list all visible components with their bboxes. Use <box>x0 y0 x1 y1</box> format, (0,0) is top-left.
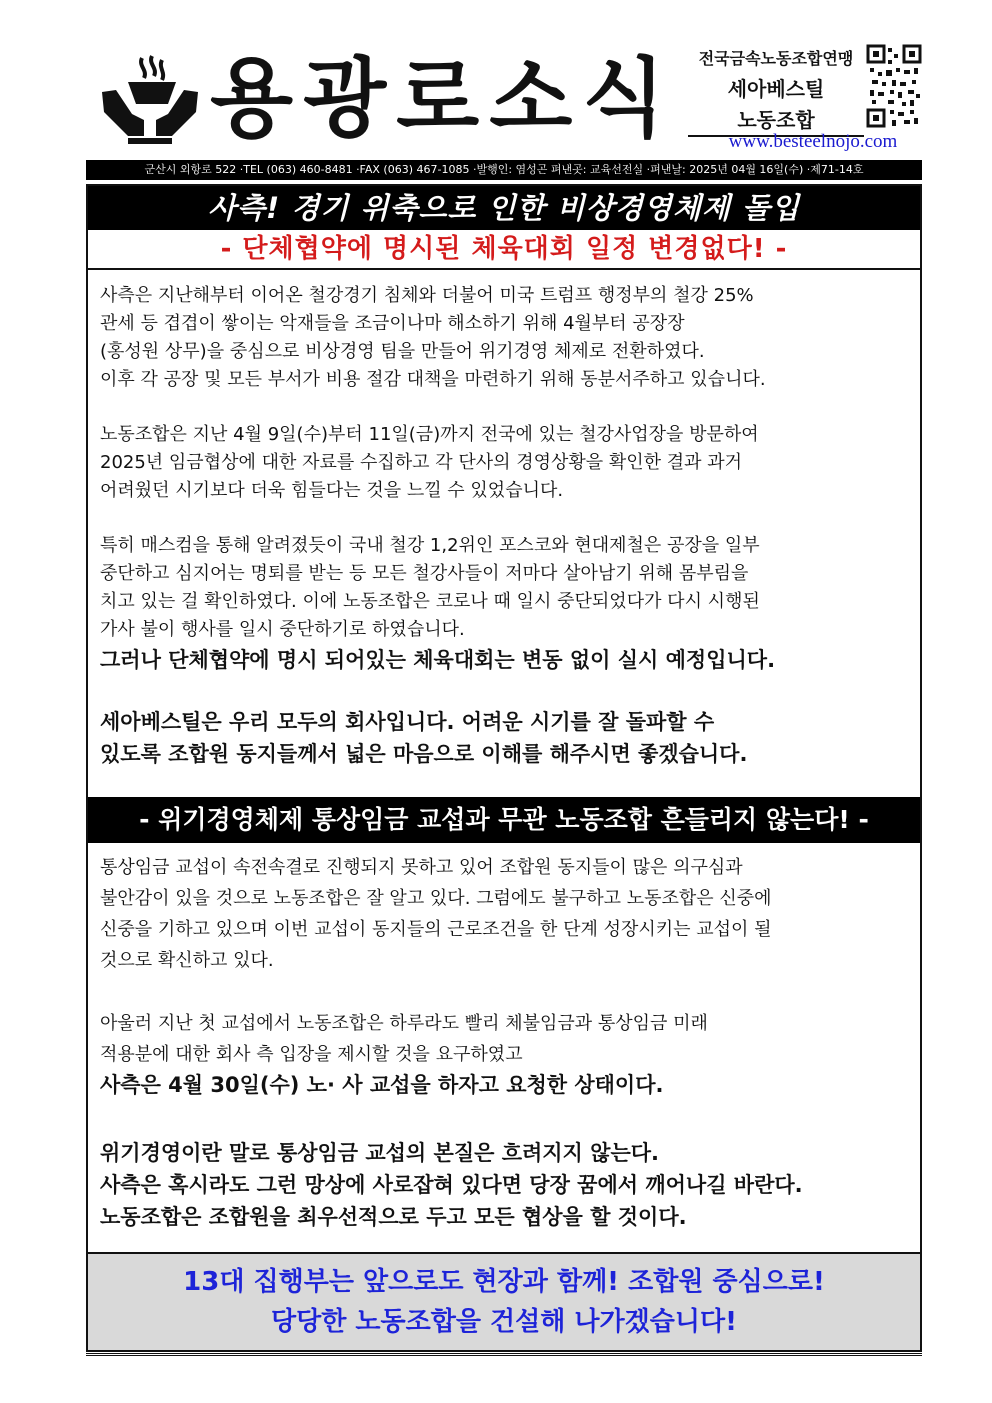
slogan-line-1: 13대 집행부는 앞으로도 현장과 함께! 조합원 중심으로! <box>183 1267 825 1297</box>
qr-code-icon <box>866 44 922 130</box>
slogan-line-2: 당당한 노동조합을 건설해 나가겠습니다! <box>271 1307 737 1337</box>
text-line: 노동조합은 조합원을 최우선적으로 두고 모든 협상을 할 것이다. <box>100 1205 687 1229</box>
article1-paragraph-2 <box>100 421 912 505</box>
text-line: 통상임금 교섭이 속전속결로 진행되지 못하고 있어 조합원 동지들이 많은 의구심과 <box>100 857 743 878</box>
text-line: 사측은 지난해부터 이어온 철강경기 침체와 더불어 미국 트럼프 행정부의 철강 25% <box>100 285 754 306</box>
website-link[interactable]: www.besteelnojo.com <box>728 131 898 152</box>
article2-bold-notice: 사측은 4월 30일(수) 노· 사 교섭을 하자고 요청한 상태이다. <box>100 1073 664 1097</box>
text-line: 치고 있는 걸 확인하였다. 이에 노동조합은 코로나 때 일시 중단되었다가 다시 시행된 <box>100 591 760 612</box>
text-line: 이후 각 공장 및 모든 부서가 비용 절감 대책을 마련하기 위해 동분서주하고 있습니다. <box>100 369 766 390</box>
text-line: 특히 매스컴을 통해 알려졌듯이 국내 철강 1,2위인 포스코와 현대제철은 공장을 일부 <box>100 535 760 556</box>
footer-slogan <box>88 1252 920 1350</box>
federation-name: 전국금속노동조합연맹 <box>698 49 854 68</box>
text-line: 있도록 조합원 동지들께서 넓은 마음으로 이해를 해주시면 좋겠습니다. <box>100 742 748 766</box>
article2-closing <box>100 1137 912 1233</box>
article1-bold-notice: 그러나 단체협약에 명시 되어있는 체육대회는 변동 없이 실시 예정입니다. <box>100 648 776 672</box>
text-line: 가사 불이 행사를 일시 중단하기로 하였습니다. <box>100 619 465 640</box>
text-line: 노동조합은 지난 4월 9일(수)부터 11일(금)까지 전국에 있는 철강사업장을 방문하여 <box>100 424 759 445</box>
text-line: 중단하고 심지어는 명퇴를 받는 등 모든 철강사들이 저마다 살아남기 위해 몸부림을 <box>100 563 749 584</box>
text-line: 것으로 확신하고 있다. <box>100 950 274 971</box>
article1-headline: 사측! 경기 위축으로 인한 비상경영체제 돌입 <box>88 186 920 230</box>
text-line: 아울러 지난 첫 교섭에서 노동조합은 하루라도 빨리 체불임금과 통상임금 미래 <box>100 1013 708 1034</box>
text-line: 적용분에 대한 회사 측 입장을 제시할 것을 요구하였고 <box>100 1044 523 1065</box>
text-line: 불안감이 있을 것으로 노동조합은 잘 알고 있다. 그럼에도 불구하고 노동조합은 신중에 <box>100 888 772 909</box>
article1-paragraph-3 <box>100 532 912 644</box>
article1-closing <box>100 706 912 770</box>
publication-info-bar: 군산시 외항로 522 ·TEL (063) 460-8481 ·FAX (063) 467-1085 ·발행인: 염성곤 펴낸곳: 교육선전실 ·펴낸날: 2025년 04월 16일(수) ·제71-14호 <box>86 160 922 180</box>
text-line: (홍성원 상무)을 중심으로 비상경영 팀을 만들어 위기경영 체제로 전환하였다. <box>100 341 705 362</box>
text-line: 관세 등 겹겹이 쌓이는 악재들을 조금이나마 해소하기 위해 4월부터 공장장 <box>100 313 685 334</box>
article2-paragraph-1 <box>100 852 912 976</box>
article1-paragraph-1 <box>100 282 912 394</box>
bottom-rule <box>86 1353 922 1356</box>
article2-headline: - 위기경영체제 통상임금 교섭과 무관 노동조합 흔들리지 않는다! - <box>88 797 920 843</box>
company-name: 세아베스틸 <box>727 77 825 101</box>
union-name: 노동조합 <box>688 104 864 137</box>
article1-subhead: - 단체협약에 명시된 체육대회 일정 변경없다! - <box>88 230 920 270</box>
text-line: 2025년 임금협상에 대한 자료를 수집하고 각 단사의 경영상황을 확인한 결과 과거 <box>100 452 743 473</box>
union-logo-icon <box>98 52 202 148</box>
article2-paragraph-2 <box>100 1008 912 1070</box>
newsletter-title: 용광로소식 <box>210 48 676 149</box>
text-line: 어려웠던 시기보다 더욱 힘들다는 것을 느낄 수 있었습니다. <box>100 480 564 501</box>
text-line: 사측은 혹시라도 그런 망상에 사로잡혀 있다면 당장 꿈에서 깨어나길 바란다. <box>100 1173 803 1197</box>
text-line: 세아베스틸은 우리 모두의 회사입니다. 어려운 시기를 잘 돌파할 수 <box>100 710 715 734</box>
text-line: 신중을 기하고 있으며 이번 교섭이 동지들의 근로조건을 한 단계 성장시키는 교섭이 될 <box>100 919 772 940</box>
text-line: 위기경영이란 말로 통상임금 교섭의 본질은 흐려지지 않는다. <box>100 1141 659 1165</box>
